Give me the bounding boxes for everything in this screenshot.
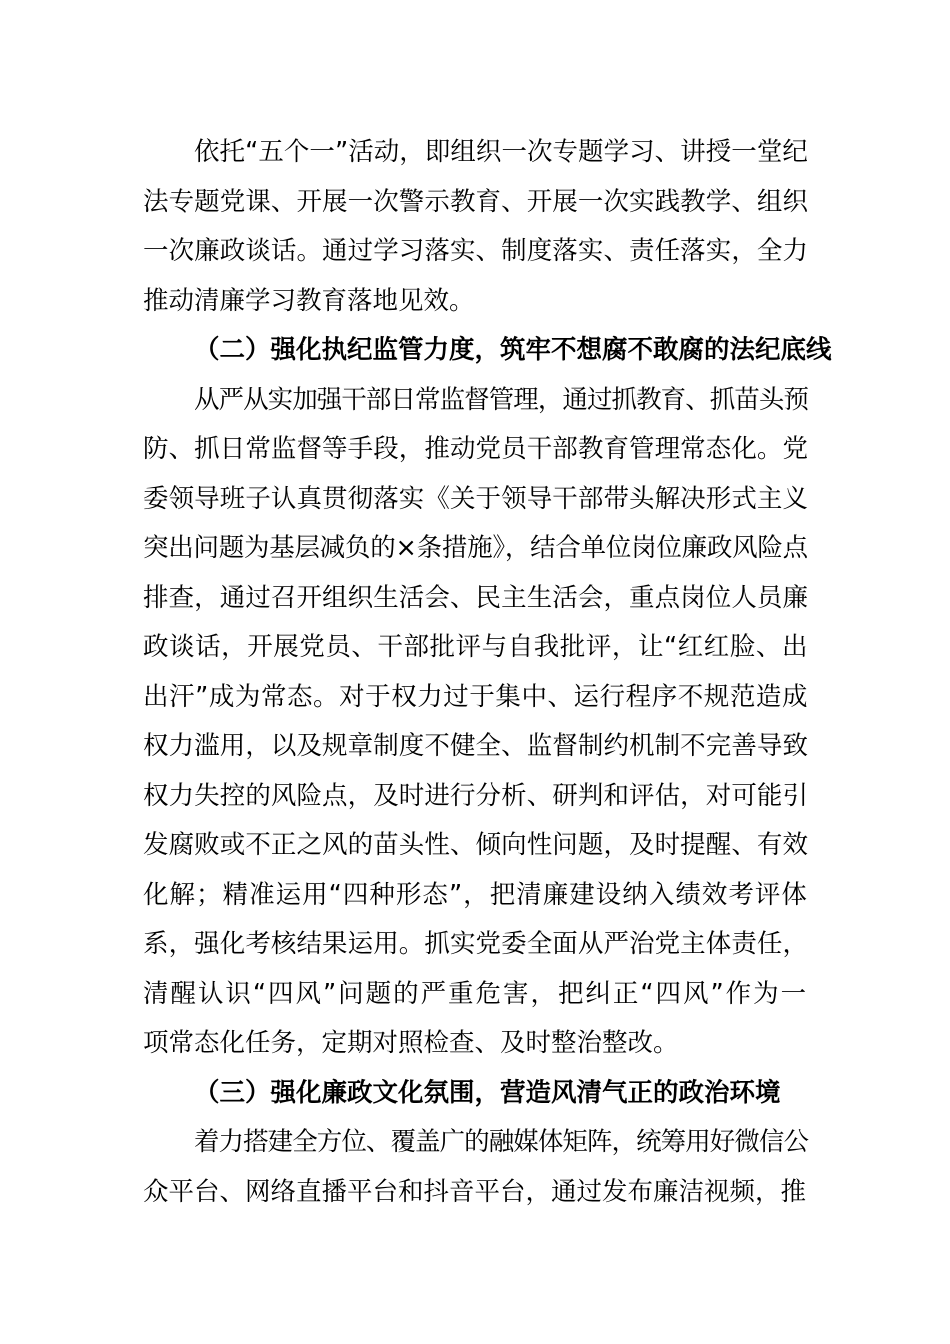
- text-line: 一次廉政谈话。通过学习落实、制度落实、责任落实，全力: [143, 236, 809, 266]
- text-line: 系，强化考核结果运用。抓实党委全面从严治党主体责任，: [143, 929, 809, 959]
- text-line: 清醒认识“四风”问题的严重危害，把纠正“四风”作为一: [143, 978, 809, 1009]
- text-line: 排查，通过召开组织生活会、民主生活会，重点岗位人员廉: [143, 582, 809, 613]
- text-line: 委领导班子认真贯彻落实《关于领导干部带头解决形式主义: [143, 483, 809, 514]
- text-line: 突出问题为基层减负的×条措施》，结合单位岗位廉政风险点: [143, 533, 808, 563]
- section-heading-3: （三）强化廉政文化氛围，营造风清气正的政治环境: [194, 1077, 781, 1108]
- text-line: 发腐败或不正之风的苗头性、倾向性问题，及时提醒、有效: [143, 830, 809, 860]
- text-line: 依托“五个一”活动，即组织一次专题学习、讲授一堂纪: [194, 137, 808, 167]
- paragraph-media-matrix: [143, 1118, 808, 1217]
- text-line: 化解；精准运用“四种形态”，把清廉建设纳入绩效考评体: [143, 879, 808, 910]
- text-line: 政谈话，开展党员、干部批评与自我批评，让“红红脸、出: [143, 632, 809, 662]
- paragraph-supervision: [143, 376, 808, 1069]
- text-line: 着力搭建全方位、覆盖广的融媒体矩阵，统筹用好微信公: [194, 1127, 809, 1157]
- text-line: 法专题党课、开展一次警示教育、开展一次实践教学、组织: [143, 186, 809, 217]
- text-line: 项常态化任务，定期对照检查、及时整治整改。: [143, 1028, 679, 1058]
- text-line: 推动清廉学习教育落地见效。: [143, 285, 475, 316]
- paragraph-five-ones: [143, 128, 808, 326]
- text-line: 出汗”成为常态。对于权力过于集中、运行程序不规范造成: [143, 681, 809, 712]
- section-heading-2: （二）强化执纪监管力度，筑牢不想腐不敢腐的法纪底线: [194, 335, 832, 365]
- text-line: 众平台、网络直播平台和抖音平台，通过发布廉洁视频，推: [143, 1176, 807, 1207]
- text-line: 从严从实加强干部日常监督管理，通过抓教育、抓苗头预: [194, 384, 809, 415]
- text-line: 权力滥用，以及规章制度不健全、监督制约机制不完善导致: [143, 731, 809, 761]
- document-body: [143, 128, 832, 1217]
- text-line: 防、抓日常监督等手段，推动党员干部教育管理常态化。党: [143, 434, 809, 464]
- text-line: 权力失控的风险点，及时进行分析、研判和评估，对可能引: [143, 780, 809, 811]
